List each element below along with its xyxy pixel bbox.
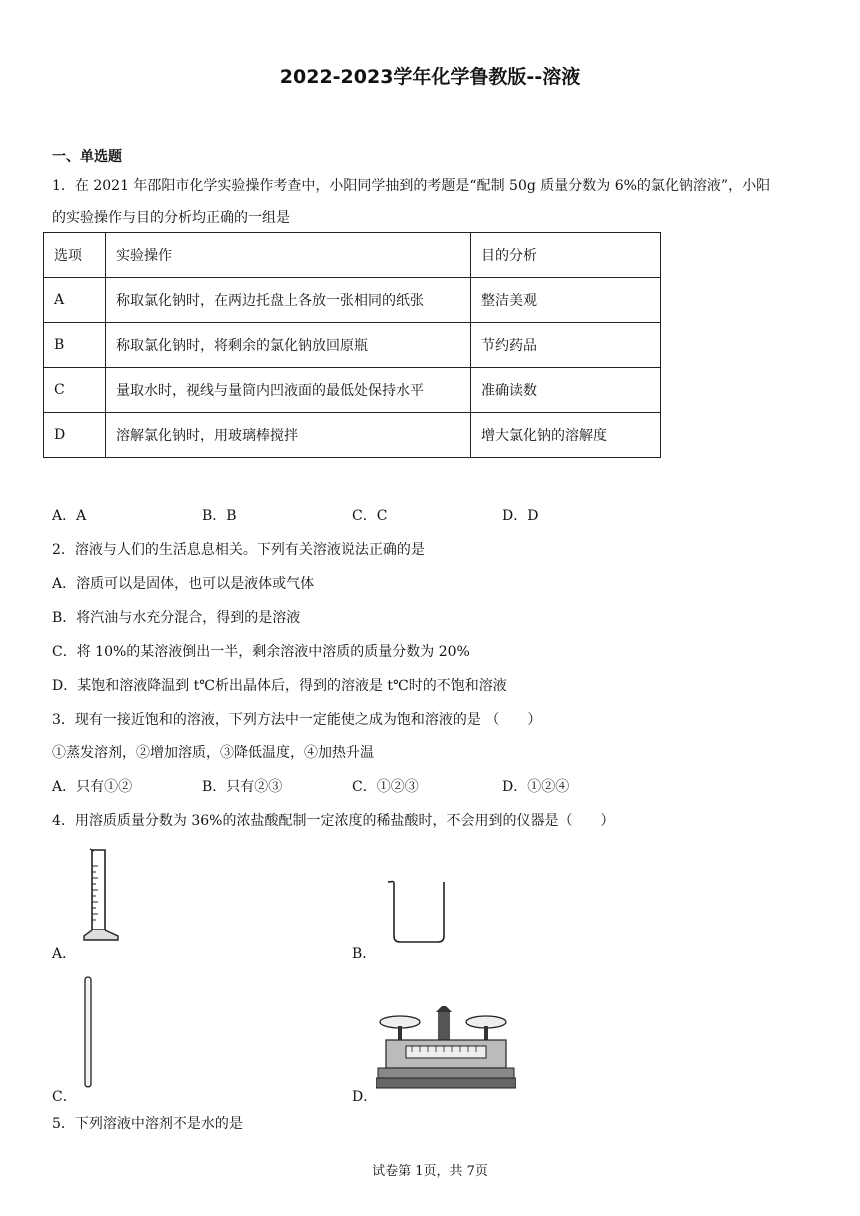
q2-option-a: A．溶质可以是固体，也可以是液体或气体: [52, 576, 315, 592]
table-cell: 准确读数: [471, 368, 661, 413]
q3-option-a: A．只有①②: [52, 779, 133, 795]
table-cell: 增大氯化钠的溶解度: [471, 413, 661, 458]
q2-stem: 2．溶液与人们的生活息息相关。下列有关溶液说法正确的是: [52, 542, 425, 558]
page-footer: 试卷第 1页，共 7页: [372, 1164, 488, 1179]
q3-option-b: B．只有②③: [202, 779, 283, 795]
q1-stem-line1: 1．在 2021 年邵阳市化学实验操作考查中，小阳同学抽到的考题是“配制 50g 质量分数为 6%的氯化钠溶液”，小阳: [52, 178, 771, 194]
table-cell: 称取氯化钠时，在两边托盘上各放一张相同的纸张: [106, 278, 471, 323]
q2-option-d: D．某饱和溶液降温到 t℃析出晶体后，得到的溶液是 t℃时的不饱和溶液: [52, 678, 507, 694]
table-cell: B: [44, 323, 106, 368]
table-header-cell: 实验操作: [106, 233, 471, 278]
q3-stem: 3．现有一接近饱和的溶液，下列方法中一定能使之成为饱和溶液的是 （ ）: [52, 712, 542, 728]
table-cell: C: [44, 368, 106, 413]
q3-option-d: D．①②④: [502, 779, 570, 795]
table-cell: 节约药品: [471, 323, 661, 368]
q1-option-d: D．D: [502, 508, 539, 524]
table-cell: D: [44, 413, 106, 458]
table-row: [44, 323, 661, 368]
q3-option-c: C．①②③: [352, 779, 419, 795]
table-row: [44, 278, 661, 323]
glass-rod-icon: [80, 975, 96, 1091]
q2-option-b: B．将汽油与水充分混合，得到的是溶液: [52, 610, 301, 626]
q3-sub: ①蒸发溶剂，②增加溶质，③降低温度，④加热升温: [52, 745, 374, 761]
q1-table: [43, 232, 661, 458]
q4-label-d: D．: [352, 1089, 378, 1105]
q4-label-a: A．: [52, 946, 77, 962]
graduated-cylinder-icon: [78, 846, 124, 944]
q4-stem: 4．用溶质质量分数为 36%的浓盐酸配制一定浓度的稀盐酸时，不会用到的仪器是（ ）: [52, 813, 615, 829]
table-cell: 溶解氯化钠时，用玻璃棒搅拌: [106, 413, 471, 458]
q1-option-b: B．B: [202, 508, 237, 524]
q1-option-c: C．C: [352, 508, 388, 524]
q1-option-a: A．A: [52, 508, 87, 524]
beaker-icon: [380, 876, 450, 946]
table-cell: A: [44, 278, 106, 323]
table-header-cell: 选项: [44, 233, 106, 278]
table-header-row: [44, 233, 661, 278]
table-row: [44, 413, 661, 458]
q4-label-c: C．: [52, 1089, 77, 1105]
table-cell: 量取水时，视线与量筒内凹液面的最低处保持水平: [106, 368, 471, 413]
q2-option-c: C．将 10%的某溶液倒出一半，剩余溶液中溶质的质量分数为 20%: [52, 644, 470, 660]
table-header-cell: 目的分析: [471, 233, 661, 278]
q4-label-b: B．: [352, 946, 377, 962]
table-row: [44, 368, 661, 413]
page-title: 2022-2023学年化学鲁教版--溶液: [279, 66, 581, 88]
section-heading: 一、单选题: [52, 149, 122, 165]
q5-stem: 5．下列溶液中溶剂不是水的是: [52, 1116, 243, 1132]
table-cell: 整洁美观: [471, 278, 661, 323]
balance-icon: [376, 1006, 516, 1096]
table-cell: 称取氯化钠时，将剩余的氯化钠放回原瓶: [106, 323, 471, 368]
q1-stem-line2: 的实验操作与目的分析均正确的一组是: [52, 210, 290, 226]
